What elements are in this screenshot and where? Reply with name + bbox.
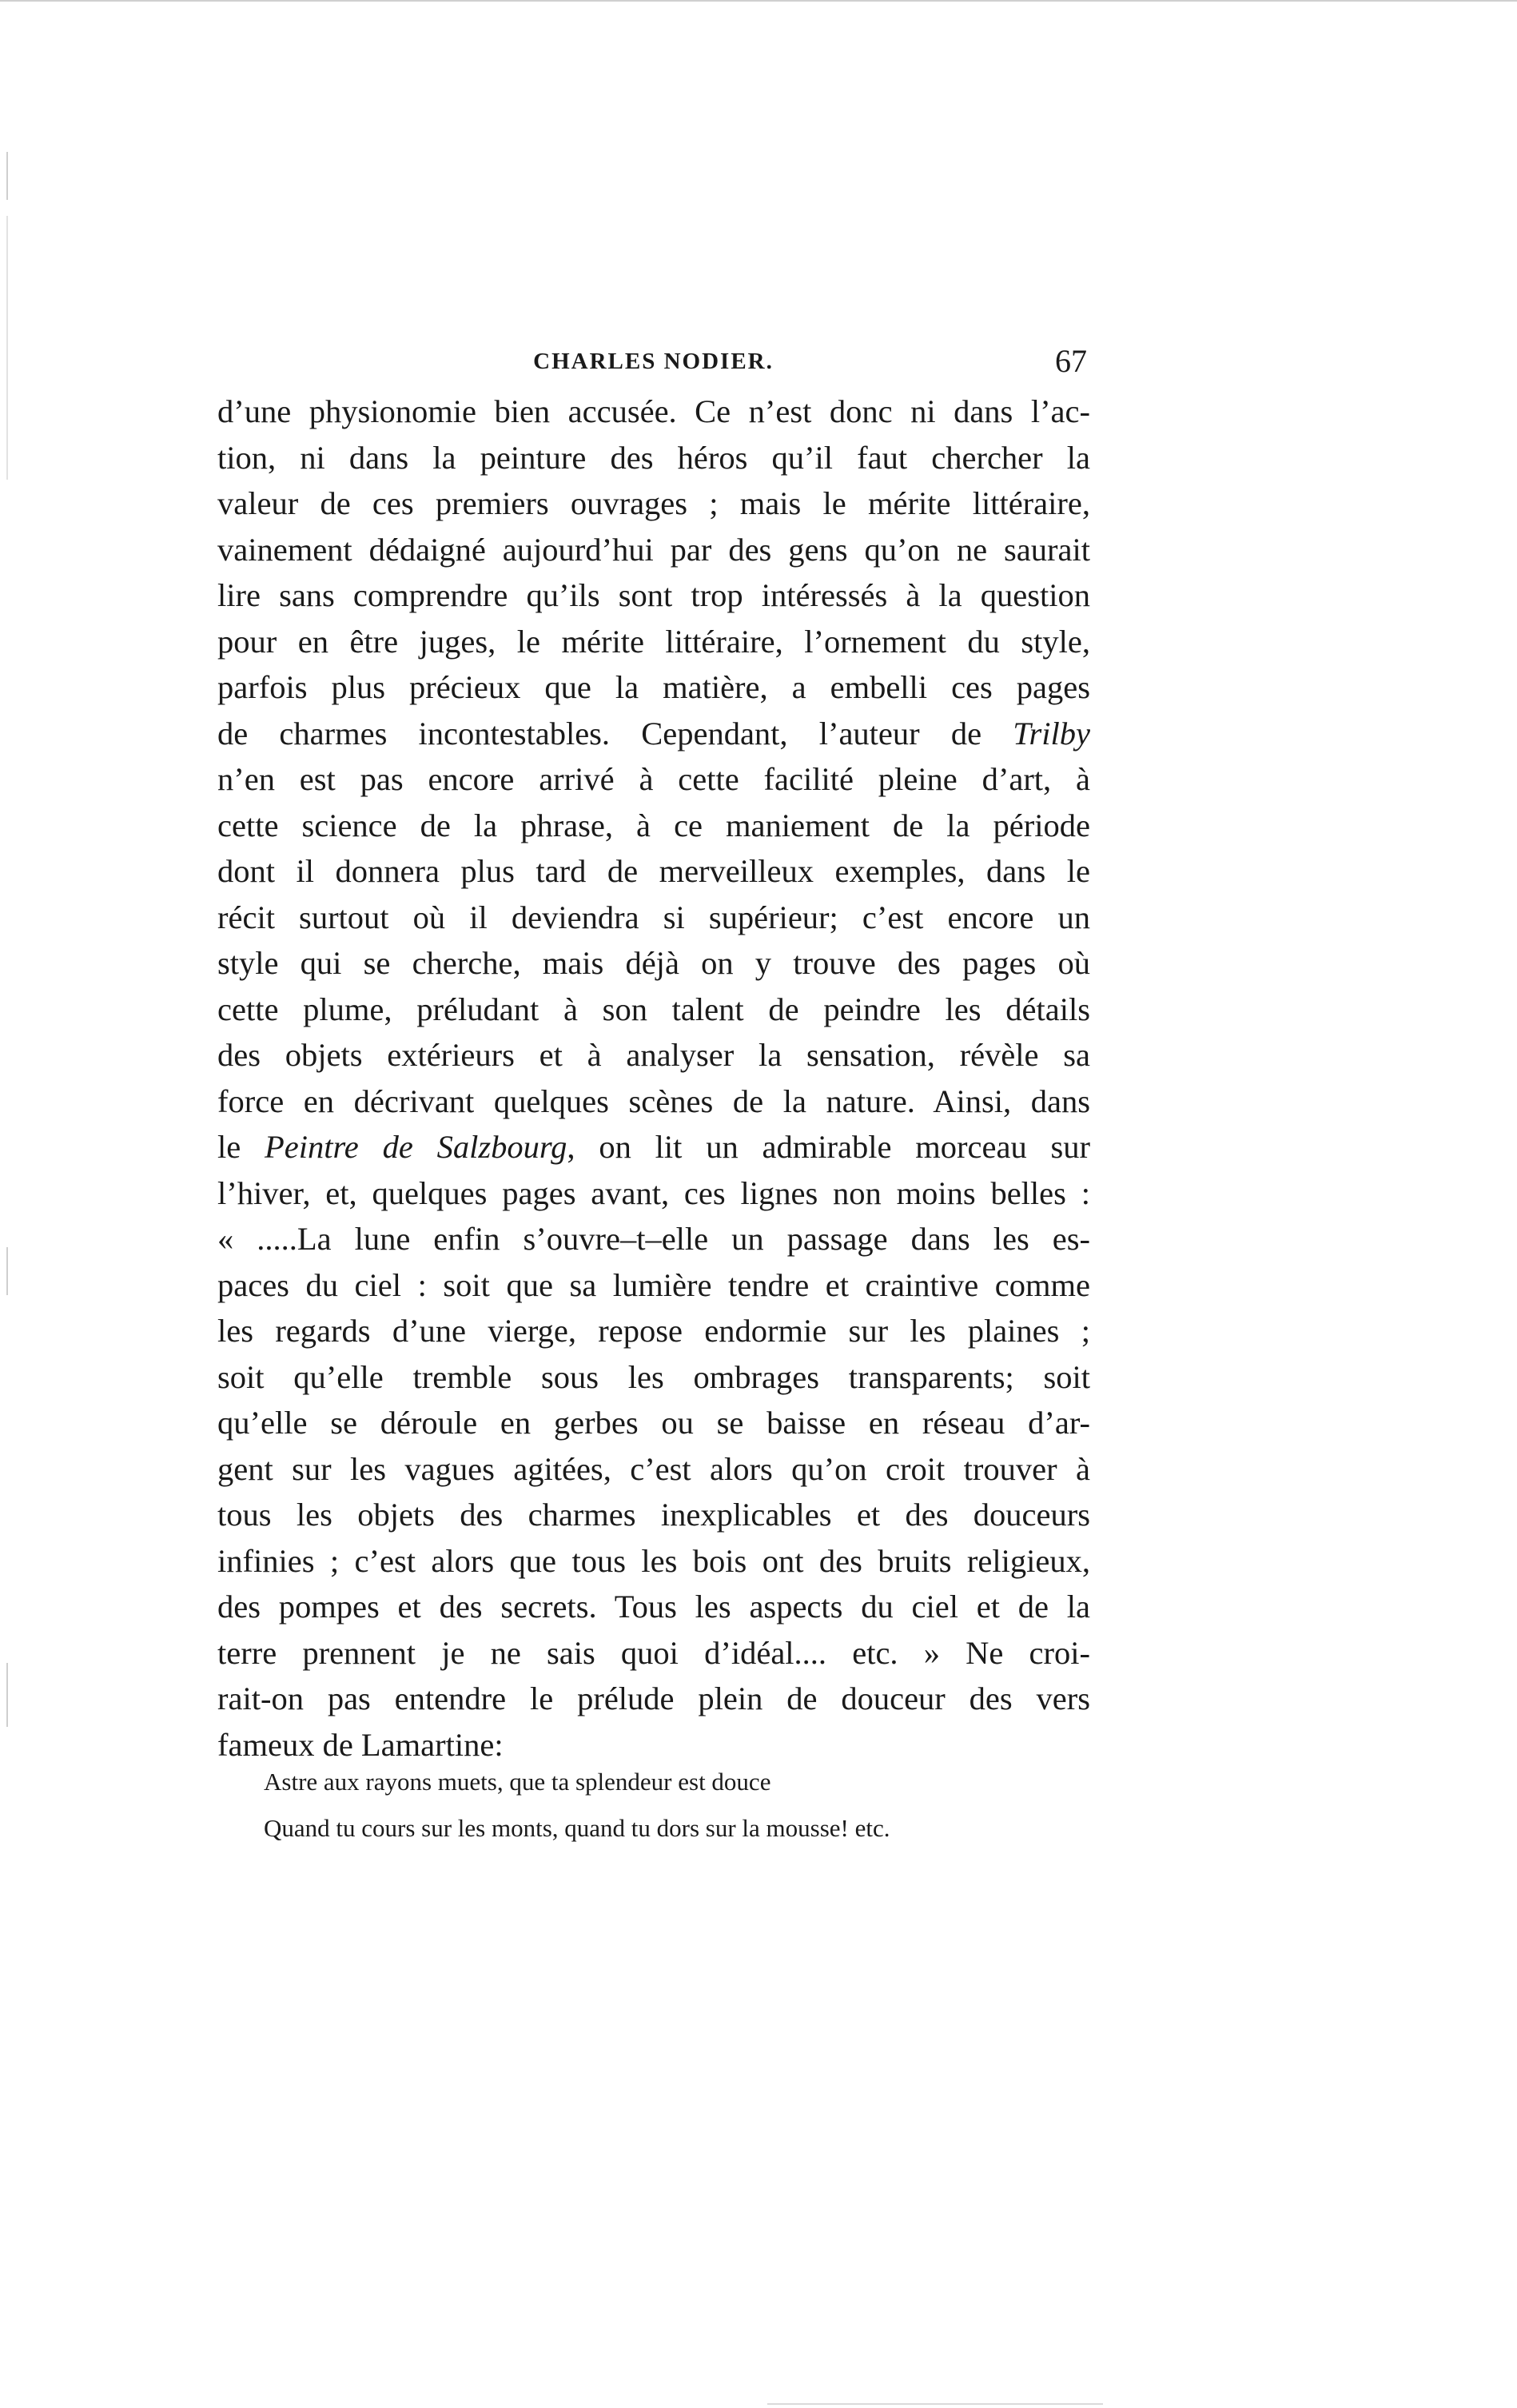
text-line: cette science de la phrase, à ce maniement de la période bbox=[217, 807, 1090, 843]
scan-edge-left-4 bbox=[6, 1663, 8, 1727]
text-line: style qui se cherche, mais déjà on y trouve des pages où bbox=[217, 945, 1090, 981]
text-line: valeur de ces premiers ouvrages ; mais le mérite littéraire, bbox=[217, 485, 1090, 521]
text-line: les regards d’une vierge, repose endormie sur les plaines ; bbox=[217, 1313, 1090, 1349]
text-line: dont il donnera plus tard de merveilleux exemples, dans le bbox=[217, 853, 1090, 889]
text-line: récit surtout où il deviendra si supérieur; c’est encore un bbox=[217, 899, 1090, 935]
text-line: tion, ni dans la peinture des héros qu’il faut chercher la bbox=[217, 439, 1090, 476]
text-line: paces du ciel : soit que sa lumière tendre et craintive comme bbox=[217, 1266, 1090, 1303]
verse-quotation bbox=[264, 1759, 1095, 1852]
scan-edge-bottom bbox=[767, 2403, 1103, 2405]
verse-line: Quand tu cours sur les monts, quand tu dors sur la mousse! etc. bbox=[264, 1814, 890, 1842]
text-line: rait-on pas entendre le prélude plein de douceur des vers bbox=[217, 1680, 1090, 1716]
text-segment: , on lit un admirable morceau sur bbox=[567, 1129, 1091, 1165]
text-line: « .....La lune enfin s’ouvre–t–elle un passage dans les es- bbox=[217, 1221, 1090, 1257]
text-line: des pompes et des secrets. Tous les aspects du ciel et de la bbox=[217, 1589, 1090, 1625]
text-line: qu’elle se déroule en gerbes ou se baisse en réseau d’ar- bbox=[217, 1405, 1090, 1441]
text-line: soit qu’elle tremble sous les ombrages transparents; soit bbox=[217, 1358, 1090, 1395]
text-line: infinies ; c’est alors que tous les bois ont des bruits religieux, bbox=[217, 1542, 1090, 1579]
text-segment: de charmes incontestables. Cependant, l’auteur de bbox=[217, 715, 1013, 752]
text-line: d’une physionomie bien accusée. Ce n’est donc ni dans l’ac- bbox=[217, 393, 1090, 429]
text-line: n’en est pas encore arrivé à cette facilité pleine d’art, à bbox=[217, 761, 1090, 797]
text-line: vainement dédaigné aujourd’hui par des gens qu’on ne saurait bbox=[217, 531, 1090, 568]
italic-title-trilby: Trilby bbox=[1013, 715, 1090, 752]
text-line: force en décrivant quelques scènes de la nature. Ainsi, dans bbox=[217, 1082, 1090, 1119]
scan-edge-left bbox=[6, 152, 8, 200]
text-line: lire sans comprendre qu’ils sont trop intéressés à la question bbox=[217, 577, 1090, 613]
text-line: parfois plus précieux que la matière, a embelli ces pages bbox=[217, 669, 1090, 705]
text-line: tous les objets des charmes inexplicables et des douceurs bbox=[217, 1497, 1090, 1533]
verse-line: Astre aux rayons muets, que ta splendeur est douce bbox=[264, 1768, 771, 1796]
text-line bbox=[217, 1124, 1090, 1170]
text-line: gent sur les vagues agitées, c’est alors qu’on croit trouver à bbox=[217, 1450, 1090, 1487]
italic-title-salzbourg: Peintre de Salzbourg bbox=[265, 1129, 567, 1165]
page-number: 67 bbox=[1055, 343, 1087, 379]
text-line: des objets extérieurs et à analyser la sensation, révèle sa bbox=[217, 1037, 1090, 1073]
text-line: fameux de Lamartine: bbox=[217, 1726, 504, 1763]
text-line: l’hiver, et, quelques pages avant, ces lignes non moins belles : bbox=[217, 1174, 1090, 1211]
running-title: CHARLES NODIER. bbox=[533, 349, 774, 374]
scan-edge-left-3 bbox=[6, 1247, 8, 1295]
text-line: cette plume, préludant à son talent de peindre les détails bbox=[217, 991, 1090, 1027]
text-line: terre prennent je ne sais quoi d’idéal.... etc. » Ne croi- bbox=[217, 1634, 1090, 1671]
text-line bbox=[217, 711, 1090, 757]
scan-edge-left-2 bbox=[6, 216, 8, 480]
body-text bbox=[217, 389, 1090, 1768]
scan-edge-top bbox=[0, 0, 1517, 2]
text-line: pour en être juges, le mérite littéraire, l’ornement du style, bbox=[217, 623, 1090, 660]
text-segment: le bbox=[217, 1129, 265, 1165]
running-head bbox=[220, 342, 1087, 382]
